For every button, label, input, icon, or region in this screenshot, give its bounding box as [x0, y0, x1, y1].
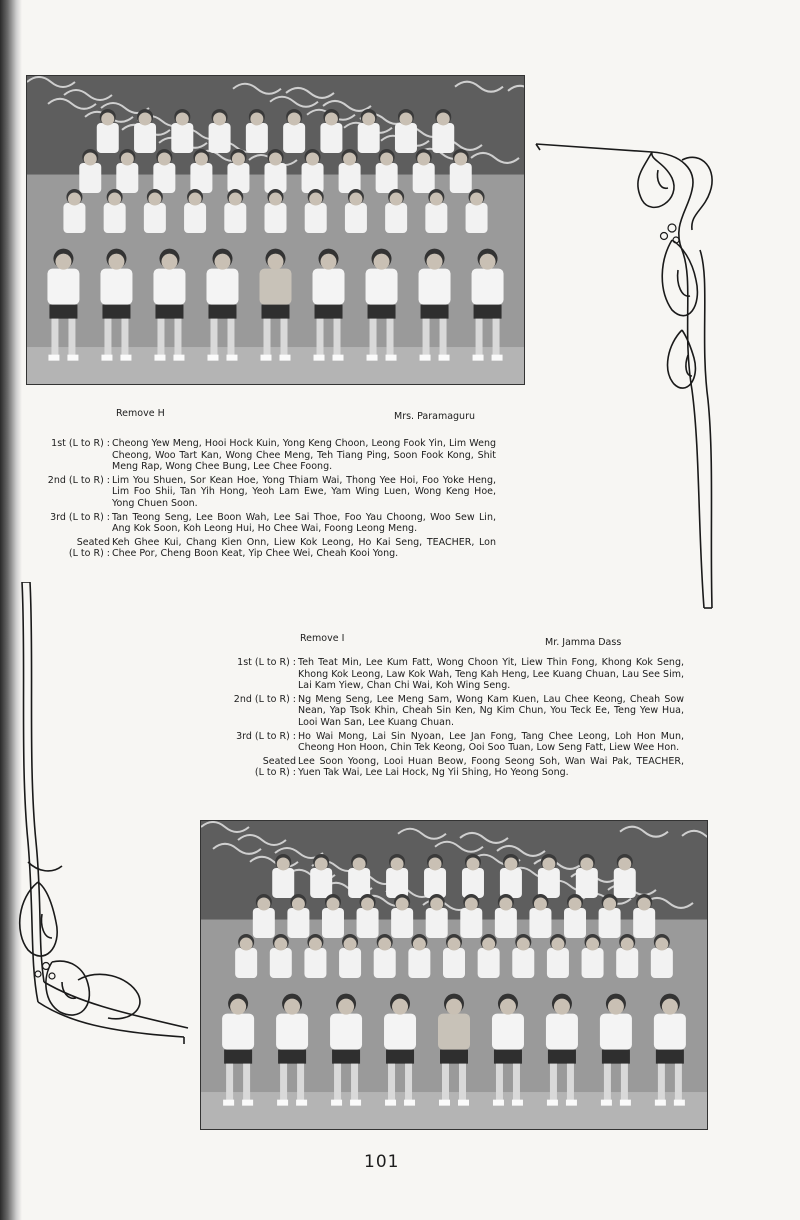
- row-names: Teh Teat Min, Lee Kum Fatt, Wong Choon Yit, Liew Thin Fong, Khong Kok Seng, Khong Kok Leong, Law Kok Wah, Teng Kah Heng, Lee Kuang Chuan, Lau See Sim, Lai Kam Yiew, Chan Chi Wai, Koh Wing Seng.: [298, 657, 684, 692]
- standing-student: [462, 854, 484, 898]
- standing-student: [246, 109, 268, 153]
- standing-student: [450, 149, 472, 193]
- standing-student: [432, 109, 454, 153]
- standing-student: [564, 894, 586, 938]
- standing-student: [171, 109, 193, 153]
- standing-student: [302, 149, 324, 193]
- class-photo-remove-i: [200, 820, 708, 1130]
- name-list-remove-h: [47, 438, 496, 562]
- standing-student: [374, 934, 396, 978]
- standing-student: [287, 894, 309, 938]
- standing-student: [253, 894, 275, 938]
- row-label: Seated (L to R) :: [254, 755, 296, 779]
- row-names: Lim You Shuen, Sor Kean Hoe, Yong Thiam Wai, Thong Yee Hoi, Foo Yoke Heng, Lim Foo Shii, Tan Yih Hong, Yeoh Lam Ewe, Yam Wing Luen, Wong Keng Hoe, Yong Chuen Soon.: [112, 474, 496, 509]
- page-number: 101: [364, 1152, 400, 1172]
- standing-student: [391, 894, 413, 938]
- row-label: 1st (L to R) :: [51, 438, 110, 449]
- standing-student: [184, 189, 206, 233]
- standing-student: [547, 934, 569, 978]
- standing-student: [339, 934, 361, 978]
- standing-student: [386, 854, 408, 898]
- standing-student: [376, 149, 398, 193]
- standing-student: [320, 109, 342, 153]
- standing-student: [304, 934, 326, 978]
- standing-student: [478, 934, 500, 978]
- row-names: Ng Meng Seng, Lee Meng Sam, Wong Kam Kuen, Lau Chee Keong, Cheah Sow Nean, Yap Tsok Khin, Cheah Sin Ken, Ng Kim Chun, You Teck Ee, Teng Yew Hua, Looi Wan San, Lee Kuang Chuan.: [298, 693, 684, 728]
- row-label: 2nd (L to R) :: [233, 693, 296, 705]
- standing-student: [495, 894, 517, 938]
- class-name-remove-h: Remove H: [116, 408, 165, 419]
- standing-student: [322, 894, 344, 938]
- row-names: Lee Soon Yoong, Looi Huan Beow, Foong Seong Soh, Wan Wai Pak, TEACHER, Yuen Tak Wai, Lee Lai Hock, Ng Yii Shing, Ho Yeong Song.: [298, 755, 684, 779]
- standing-student: [538, 854, 560, 898]
- standing-student: [63, 189, 85, 233]
- standing-student: [582, 934, 604, 978]
- standing-student: [144, 189, 166, 233]
- class-photo-remove-h: [26, 75, 525, 385]
- name-row: [254, 755, 684, 779]
- standing-student: [190, 149, 212, 193]
- class-name-remove-i: Remove I: [300, 633, 345, 644]
- standing-student: [500, 854, 522, 898]
- standing-student: [265, 189, 287, 233]
- standing-student: [153, 149, 175, 193]
- standing-student: [512, 934, 534, 978]
- standing-student: [270, 934, 292, 978]
- name-row: [233, 693, 684, 729]
- standing-student: [651, 934, 673, 978]
- standing-student: [395, 109, 417, 153]
- row-label: Seated (L to R) :: [68, 536, 110, 560]
- standing-student: [408, 934, 430, 978]
- name-row: [51, 438, 496, 473]
- name-row: [236, 730, 684, 754]
- standing-student: [104, 189, 126, 233]
- standing-student: [348, 854, 370, 898]
- standing-student: [97, 109, 119, 153]
- standing-student: [576, 854, 598, 898]
- standing-student: [466, 189, 488, 233]
- row-label: 2nd (L to R) :: [47, 474, 110, 486]
- standing-student: [385, 189, 407, 233]
- standing-student: [339, 149, 361, 193]
- standing-student: [224, 189, 246, 233]
- name-row: [237, 657, 684, 692]
- row-label: 3rd (L to R) :: [50, 511, 110, 523]
- row-names: Keh Ghee Kui, Chang Kien Onn, Liew Kok Leong, Ho Kai Seng, TEACHER, Lon Chee Por, Cheng Boon Keat, Yip Chee Wei, Cheah Kooi Yong.: [112, 536, 496, 560]
- row-label: 1st (L to R) :: [237, 657, 296, 668]
- standing-student: [633, 894, 655, 938]
- floral-ornament-left: [8, 582, 193, 1072]
- standing-student: [116, 149, 138, 193]
- standing-student: [616, 934, 638, 978]
- standing-student: [413, 149, 435, 193]
- standing-student: [235, 934, 257, 978]
- standing-student: [425, 189, 447, 233]
- standing-student: [443, 934, 465, 978]
- name-list-remove-i: [233, 657, 684, 781]
- standing-student: [460, 894, 482, 938]
- standing-student: [614, 854, 636, 898]
- teacher-name-remove-i: Mr. Jamma Dass: [545, 637, 622, 648]
- standing-student: [357, 894, 379, 938]
- standing-student: [529, 894, 551, 938]
- row-names: Ho Wai Mong, Lai Sin Nyoan, Lee Jan Fong, Tang Chee Leong, Loh Hon Mun, Cheong Hon Hoon, Chin Tek Keong, Ooi Soo Tuan, Low Seng Fatt, Liew Wee Hon.: [298, 730, 684, 754]
- standing-student: [345, 189, 367, 233]
- standing-student: [599, 894, 621, 938]
- row-label: 3rd (L to R) :: [236, 730, 296, 742]
- row-names: Tan Teong Seng, Lee Boon Wah, Lee Sai Thoe, Foo Yau Choong, Woo Sew Lin, Ang Kok Soon, Koh Leong Hui, Ho Chee Wai, Foong Leong Meng.: [112, 511, 496, 535]
- standing-student: [227, 149, 249, 193]
- name-row: [50, 511, 496, 535]
- teacher-name-remove-h: Mrs. Paramaguru: [394, 411, 475, 422]
- name-row: [68, 536, 496, 560]
- standing-student: [424, 854, 446, 898]
- floral-ornament-top-right: [532, 130, 722, 615]
- standing-student: [272, 854, 294, 898]
- standing-student: [79, 149, 101, 193]
- row-names: Cheong Yew Meng, Hooi Hock Kuin, Yong Keng Choon, Leong Fook Yin, Lim Weng Cheong, Woo Tart Kan, Wong Chee Meng, Teh Tiang Ping, Soon Fook Kong, Shit Meng Rap, Wong Chee Bung, Lee Chee Foong.: [112, 438, 496, 473]
- standing-student: [209, 109, 231, 153]
- standing-student: [283, 109, 305, 153]
- standing-student: [426, 894, 448, 938]
- name-row: [47, 474, 496, 510]
- standing-student: [305, 189, 327, 233]
- standing-student: [134, 109, 156, 153]
- standing-student: [265, 149, 287, 193]
- standing-student: [310, 854, 332, 898]
- standing-student: [358, 109, 380, 153]
